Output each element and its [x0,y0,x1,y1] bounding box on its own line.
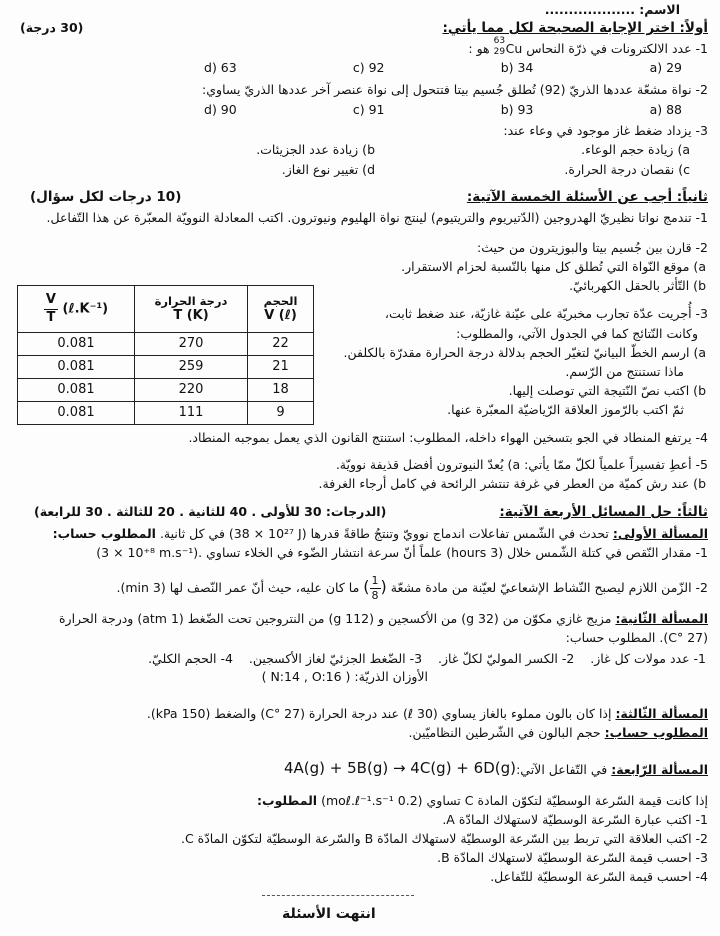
q1-option-c[interactable]: 92 (c [352,60,385,75]
part2-q2-a: a) موقع النّواة التي تُطلق كل منها بالنّسبة لحزام الاستقرار. [401,259,706,274]
problem1-q2: 2- الزّمن اللازم ليصبح النّشاط الإشعاعيّ لعيّنة من مادة مشعّة ( $\frac{1}{8}$ ) ما كان عليه، حيث أنّ عمر النّصف لها (3 min). [116,574,708,602]
problem2-items: 1- عدد مولات كل غاز. 2- الكسر الموليّ لكلّ غاز. 3- الضّغط الجزئيّ لغاز الأكسجين. 4- الحجم الكليّ. [148,651,706,666]
q2-option-c[interactable]: 91 (c [352,102,385,117]
gas-data-table [17,285,314,425]
problem4-item-1: 1- اكتب عبارة السّرعة الوسطيّة لاستهلاك المادّة A. [442,812,708,827]
problem1-q1: 1- مقدار النّقص في كتلة الشّمس خلال (3 hours) علماً أنّ سرعة انتشار الضّوء في الخلاء تساوي (3 × 10⁺⁸ m.s⁻¹). [96,545,708,560]
part2-q3-line1: 3- أُجريت عدّة تجارب مخبريّة على عيّنة غازيّة، عند ضغط ثابت، [384,306,708,321]
part2-q3-b2: ثمّ اكتب بالرّموز العلاقة الرّياضيّة المعبّرة عنها. [447,402,684,417]
part2-q3-b1: b) اكتب نصّ النّتيجة التي توصلت إليها. [508,383,706,398]
q1-option-b[interactable]: 34 (b [500,60,534,75]
part3-title: ثالثاً: حل المسائل الأربعة الآتية: [499,504,708,520]
part1-title: أولاً: اختر الإجابة الصحيحة لكل مما يأتي: [442,20,708,36]
end-of-questions: انتهت الأسئلة [282,906,376,922]
atomic-weights: الأوزان الذريّة: ( N:14 , O:16 ) [261,669,428,684]
problem3-required: المطلوب حساب: حجم البالون في الشّرطين النظاميّين. [408,725,708,740]
part2-q5: 5- أعطِ تفسيراً علمياً لكلّ ممّا يأتي: a) يُعدّ النيوترون أفضل قذيفة نوويّة. [335,457,708,472]
problem2-statement: المسألة الثّانية: مزيج غازي مكوّن من (32 g) من الأكسجين و (112 g) من النتروجين تحت الضّغط (1 atm) ودرجة الحرارة [59,611,708,626]
part2-q5-b: b) عند رش كميّة من العطر في غرفة تنتشر الرائحة في كامل أرجاء الغرفة. [318,476,706,491]
temperature-header: درجة الحرارة T (K) [135,286,248,333]
table-row: 0.081 270 22 [18,333,314,356]
part2-q3-line2: وكانت النّتائج كما في الجدول الآتي، والمطلوب: [456,326,698,341]
volume-header: الحجم V (ℓ) [248,286,314,333]
part2-title: ثانياً: أجب عن الأسئلة الخمسة الآتية: [466,189,708,205]
student-name-label: الاسم: ................... [544,2,680,17]
q3-option-c[interactable]: c) نقصان درجة الحرارة. [564,162,690,177]
part2-q2: 2- قارن بين جُسيم بيتا والبوزيترون من حيث: [477,240,708,255]
problem4-item-3: 3- احسب قيمة السّرعة الوسطيّة لاستهلاك المادّة B. [437,850,708,865]
total-marks: (30 درجة) [20,20,84,35]
table-row: 0.081 111 9 [18,402,314,425]
problem4-item-2: 2- اكتب العلاقة التي تربط بين السّرعة الوسطيّة لاستهلاك المادّة B والسّرعة الوسطيّة لتكوّن المادّة C. [180,831,708,846]
problem4-given: إذا كانت قيمة السّرعة الوسطيّة لتكوّن المادة C تساوي (0.2 moℓ.ℓ⁻¹.s⁻¹) المطلوب: [257,793,708,808]
ratio-header: $\frac{V}{T}$ (ℓ.K⁻¹) [18,286,135,333]
reaction-equation: 4A(g) + 5B(g) → 4C(g) + 6D(g) [284,759,516,777]
part2-q3-a2: ماذا تستنتج من الرّسم. [565,364,684,379]
part1-q3: 3- يزداد ضغط غاز موجود في وعاء عند: [503,123,708,138]
table-row: 0.081 220 18 [18,379,314,402]
q3-option-a[interactable]: a) زيادة حجم الوعاء. [581,142,690,157]
part1-q2: 2- نواة مشعّة عددها الذريّ (92) تُطلق جُسيم بيتا فتتحول إلى نواة عنصر آخر عددها الذريّ يساوي: [202,82,708,97]
q3-option-d[interactable]: d) تغيير نوع الغاز. [281,162,375,177]
part1-q1-options [204,60,682,76]
table-row: 0.081 259 21 [18,356,314,379]
q2-option-b[interactable]: 93 (b [500,102,534,117]
end-divider [262,895,414,896]
part1-q1: 1- عدد الالكترونات في ذرّة النحاس 63 29 Cu هو : [468,36,708,57]
problem1-statement: المسألة الأولى: تحدث في الشّمس تفاعلات اندماج نوويّ وتنتجُ طاقةً قدرها (38 × 10²⁷ J) في كل ثانية. المطلوب حساب: [52,526,708,541]
problem3-statement: المسألة الثّالثة: إذا كان بالون مملوء بالغاز يساوي (30 ℓ) عند درجة الحرارة (27 °C) والضغط (150 kPa). [146,706,708,721]
q2-option-d[interactable]: 90 (d [204,102,237,117]
problem4-item-4: 4- احسب قيمة السّرعة الوسطيّة للتّفاعل. [490,869,708,884]
part2-q3-a1: a) ارسم الخطّ البيانيّ لتغيّر الحجم بدلالة درجة الحرارة مقدرّة بالكلفن. [343,345,706,360]
problem2-statement-cont: (27 °C). المطلوب حساب: [565,630,708,645]
part3-marks: (الدرجات: 30 للأولى . 40 للثانية . 20 للثالثة . 30 للرابعة) [34,504,387,519]
q1-option-d[interactable]: 63 (d [204,60,237,75]
part2-marks: (10 درجات لكل سؤال) [30,189,182,205]
part2-q1: 1- تندمج نواتا نظيريّ الهدروجين (الدّتيريوم والتريتيوم) لينتج نواة الهليوم ونيوترون. اكتب المعادلة النوويّة المعبّرة عن هذا التّفاعل. [46,210,708,225]
one-eighth-fraction: $\frac{1}{8}$ [371,574,379,602]
part1-q2-options [204,102,682,118]
problem4-statement: المسألة الرّابعة: في التّفاعل الآتي: [516,762,708,777]
q2-option-a[interactable]: 88 (a [649,102,682,117]
q1-option-a[interactable]: 29 (a [649,60,682,75]
copper-nuclide: 63 29 Cu [493,36,523,57]
q3-option-b[interactable]: b) زيادة عدد الجزيئات. [256,142,375,157]
part2-q2-b: b) التّأثر بالحقل الكهربائيّ. [569,278,706,293]
part2-q4: 4- يرتفع المنطاد في الجو بتسخين الهواء داخله، المطلوب: استنتج القانون الذي يعمل بموجبه المنطاد. [188,430,708,445]
